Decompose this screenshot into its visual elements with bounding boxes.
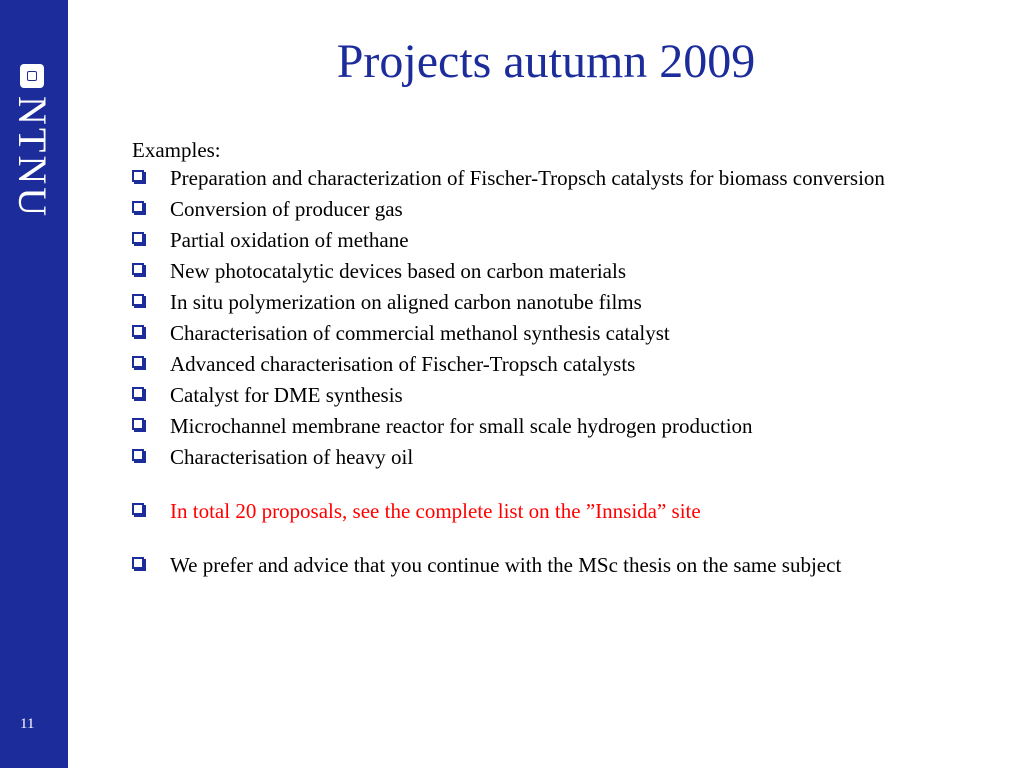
- page-number: 11: [20, 716, 35, 732]
- checkbox-bullet-icon: [132, 294, 144, 306]
- list-item: [132, 166, 952, 190]
- list-item-text: Characterisation of commercial methanol synthesis catalyst: [170, 321, 670, 345]
- checkbox-bullet-icon: [132, 387, 144, 399]
- checkbox-bullet-icon: [132, 557, 144, 569]
- list-item-text: Partial oxidation of methane: [170, 228, 409, 252]
- list-item: [132, 321, 952, 345]
- sidebar: [0, 0, 68, 768]
- list-item: [132, 352, 952, 376]
- checkbox-bullet-icon: [132, 356, 144, 368]
- list-item: [132, 259, 952, 283]
- ntnu-logo-text: NTNU: [10, 96, 55, 220]
- list-item: [132, 414, 952, 438]
- list-item-text: In situ polymerization on aligned carbon nanotube films: [170, 290, 642, 314]
- intro-label: Examples:: [132, 138, 221, 162]
- list-item-text: Conversion of producer gas: [170, 197, 403, 221]
- list-item-text: New photocatalytic devices based on carbon materials: [170, 259, 626, 283]
- list-item-text: We prefer and advice that you continue with the MSc thesis on the same subject: [170, 553, 842, 577]
- checkbox-bullet-icon: [132, 170, 144, 182]
- list-item: [132, 553, 952, 577]
- project-list: [132, 166, 952, 577]
- checkbox-bullet-icon: [132, 232, 144, 244]
- content-body: [132, 138, 952, 584]
- list-item-highlight: [132, 499, 952, 523]
- checkbox-bullet-icon: [132, 449, 144, 461]
- list-item-text: Characterisation of heavy oil: [170, 445, 414, 469]
- checkbox-bullet-icon: [132, 263, 144, 275]
- list-item: [132, 383, 952, 407]
- page-title: Projects autumn 2009: [336, 35, 756, 88]
- checkbox-bullet-icon: [132, 418, 144, 430]
- list-item: [132, 228, 952, 252]
- list-item-text: In total 20 proposals, see the complete list on the ”Innsida” site: [170, 499, 701, 523]
- list-item: [132, 290, 952, 314]
- list-item-text: Catalyst for DME synthesis: [170, 383, 403, 407]
- list-item: [132, 197, 952, 221]
- list-item-text: Advanced characterisation of Fischer-Tropsch catalysts: [170, 352, 636, 376]
- checkbox-bullet-icon: [132, 325, 144, 337]
- checkbox-bullet-icon: [132, 201, 144, 213]
- checkbox-bullet-icon: [132, 503, 144, 515]
- list-item-text: Microchannel membrane reactor for small scale hydrogen production: [170, 414, 753, 438]
- ntnu-logo-icon: [20, 64, 44, 88]
- list-item: [132, 445, 952, 469]
- list-item-text: Preparation and characterization of Fischer-Tropsch catalysts for biomass conversion: [170, 166, 885, 190]
